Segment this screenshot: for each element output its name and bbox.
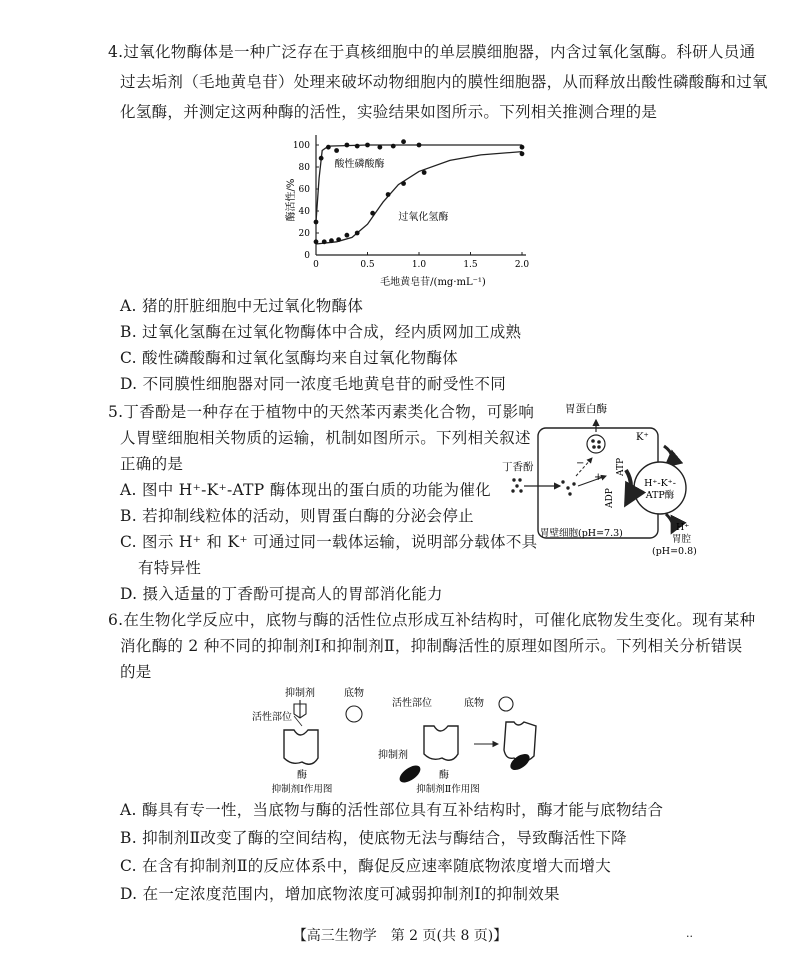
active-site-2-label: 活性部位	[392, 698, 432, 709]
h-arrow	[666, 514, 673, 532]
catalase-point	[370, 211, 375, 216]
x-tick-label: 2.0	[514, 260, 530, 270]
catalase-point	[314, 239, 319, 244]
y-tick-label: 80	[298, 163, 310, 173]
q5-option-d: D. 摄入适量的丁香酚可提高人的胃部消化能力	[120, 585, 443, 603]
x-tick-label: 0.5	[360, 260, 375, 270]
stomach-cell-diagram	[500, 400, 700, 560]
inhibitor-1-label: 抑制剂	[285, 688, 315, 699]
q6-option-d: D. 在一定浓度范围内，增加底物浓度可减弱抑制剂Ⅰ的抑制效果	[120, 885, 560, 903]
pump-label-2: ATP酶	[645, 490, 675, 501]
k-label: K⁺	[636, 432, 649, 443]
substrate-2	[499, 697, 513, 711]
q4-option-d: D. 不同膜性细胞器对同一浓度毛地黄皂苷的耐受性不同	[120, 375, 507, 393]
acid-phosphatase-curve	[316, 145, 522, 222]
x-tick-label: 1.0	[411, 260, 427, 270]
substrate-1	[346, 706, 362, 722]
catalase-point	[322, 239, 327, 244]
q4-stem-line-2: 过去垢剂（毛地黄皂苷）处理来破坏动物细胞内的膜性细胞器，从而释放出酸性磷酸酶和过氧	[120, 73, 768, 91]
eugenol-label: 丁香酚	[502, 461, 534, 473]
adp-label: ADP	[605, 488, 615, 508]
lumen-label: 胃腔	[672, 534, 692, 545]
inhibitor-1-shape	[294, 700, 306, 718]
y-tick-label: 0	[304, 251, 310, 261]
h-label: H⁺	[676, 522, 690, 533]
minus-sign: −	[576, 458, 585, 469]
catalase-point	[520, 151, 525, 156]
catalase-point	[401, 181, 406, 186]
inhibitor-mechanism-diagram	[252, 686, 552, 796]
inhibitor-2	[397, 762, 424, 786]
inhibitor-2-label: 抑制剂	[378, 750, 408, 761]
q5-option-a: A. 图中 H⁺-K⁺-ATP 酶体现出的蛋白质的功能为催化	[120, 481, 491, 499]
q6-option-a: A. 酶具有专一性，当底物与酶的活性部位具有互补结构时，酶才能与底物结合	[120, 801, 664, 819]
enzyme-1-label: 酶	[297, 770, 307, 781]
acid-phosphatase-point	[314, 220, 319, 225]
acid-phosphatase-point	[334, 148, 339, 153]
enzyme-2-label: 酶	[439, 770, 449, 781]
active-site-1-label: 活性部位	[252, 712, 292, 723]
q6-stem-line-1: 6.在生物化学反应中，底物与酶的活性位点形成互补结构时，可催化底物发生变化。现有某种	[108, 611, 756, 629]
catalase-point	[329, 238, 334, 243]
x-axis-label: 毛地黄皂苷/(mg·mL⁻¹)	[380, 277, 486, 288]
atp-label: ATP	[616, 457, 626, 476]
lumen-ph-label: (pH=0.8)	[652, 546, 697, 557]
q4-option-b: B. 过氧化氢酶在过氧化物酶体中合成，经内质网加工成熟	[120, 323, 522, 341]
page-footer: 【高三生物学 第 2 页(共 8 页)】	[292, 928, 508, 944]
catalase-point	[355, 231, 360, 236]
q5-option-c: C. 图示 H⁺ 和 K⁺ 可通过同一载体运输，说明部分载体不具	[120, 533, 538, 551]
atp-hydrolysis-arrow	[626, 470, 631, 504]
substrate-2-label: 底物	[464, 698, 484, 709]
q4-stem-line-1: 4.过氧化物酶体是一种广泛存在于真核细胞中的单层膜细胞器，内含过氧化氢酶。科研人员通	[108, 43, 756, 61]
q5-stem-line-1: 5.丁香酚是一种存在于植物中的天然苯丙素类化合物，可影响	[108, 403, 535, 421]
pump-label-1: H⁺-K⁺-	[644, 478, 676, 489]
acid-phosphatase-point	[391, 144, 396, 149]
acid-phosphatase-point	[401, 139, 406, 144]
plus-sign: +	[594, 472, 603, 483]
q5-option-c-cont: 有特异性	[138, 559, 202, 577]
x-tick-label: 1.5	[463, 260, 478, 270]
y-axis-label: 酶活性/%	[286, 178, 297, 222]
q6-stem-line-3: 的是	[120, 663, 152, 681]
catalase-point	[386, 192, 391, 197]
q6-option-c: C. 在含有抑制剂Ⅱ的反应体系中，酶促反应速率随底物浓度增大而增大	[120, 857, 612, 875]
acid-phosphatase-point	[417, 143, 422, 148]
acid-phosphatase-label: 酸性磷酸酶	[334, 159, 385, 170]
caption-2: 抑制剂Ⅱ作用图	[416, 784, 480, 795]
enzyme-1	[284, 730, 318, 764]
substrate-1-label: 底物	[344, 688, 364, 699]
catalase-point	[345, 233, 350, 238]
enzyme-2	[424, 726, 458, 760]
q4-stem-line-3: 化氢酶，并测定这两种酶的活性，实验结果如图所示。下列相关推测合理的是	[120, 103, 658, 121]
y-tick-label: 60	[298, 185, 310, 195]
q5-option-b: B. 若抑制线粒体的活动，则胃蛋白酶的分泌会停止	[120, 507, 474, 525]
acid-phosphatase-point	[365, 143, 370, 148]
q5-stem-line-3: 正确的是	[120, 455, 184, 473]
enzyme-activity-chart	[276, 125, 536, 295]
acid-phosphatase-point	[355, 144, 360, 149]
cell-label: 胃壁细胞(pH=7.3)	[540, 528, 623, 539]
catalase-point	[422, 170, 427, 175]
acid-phosphatase-point	[520, 145, 525, 150]
x-tick-label: 0	[313, 260, 319, 270]
q4-option-a: A. 猪的肝脏细胞中无过氧化物酶体	[120, 297, 364, 315]
eugenol-dots	[511, 478, 575, 495]
acid-phosphatase-point	[326, 145, 331, 150]
acid-phosphatase-point	[319, 156, 324, 161]
corner-mark: ··	[686, 930, 693, 943]
y-tick-label: 100	[292, 141, 310, 151]
q5-stem-line-2: 人胃壁细胞相关物质的运输，机制如图所示。下列相关叙述	[120, 429, 531, 447]
q6-option-b: B. 抑制剂Ⅱ改变了酶的空间结构，使底物无法与酶结合，导致酶活性下降	[120, 829, 627, 847]
q6-stem-line-2: 消化酶的 2 种不同的抑制剂Ⅰ和抑制剂Ⅱ，抑制酶活性的原理如图所示。下列相关分析错误	[120, 637, 743, 655]
vesicle	[587, 435, 605, 453]
pepsin-label: 胃蛋白酶	[565, 403, 607, 415]
y-tick-label: 40	[298, 207, 310, 217]
catalase-label: 过氧化氢酶	[398, 211, 449, 223]
q4-option-c: C. 酸性磷酸酶和过氧化氢酶均来自过氧化物酶体	[120, 349, 459, 367]
acid-phosphatase-point	[377, 145, 382, 150]
catalase-point	[336, 237, 341, 242]
caption-1: 抑制剂Ⅰ作用图	[271, 784, 333, 795]
y-tick-label: 20	[298, 229, 310, 239]
acid-phosphatase-point	[345, 143, 350, 148]
